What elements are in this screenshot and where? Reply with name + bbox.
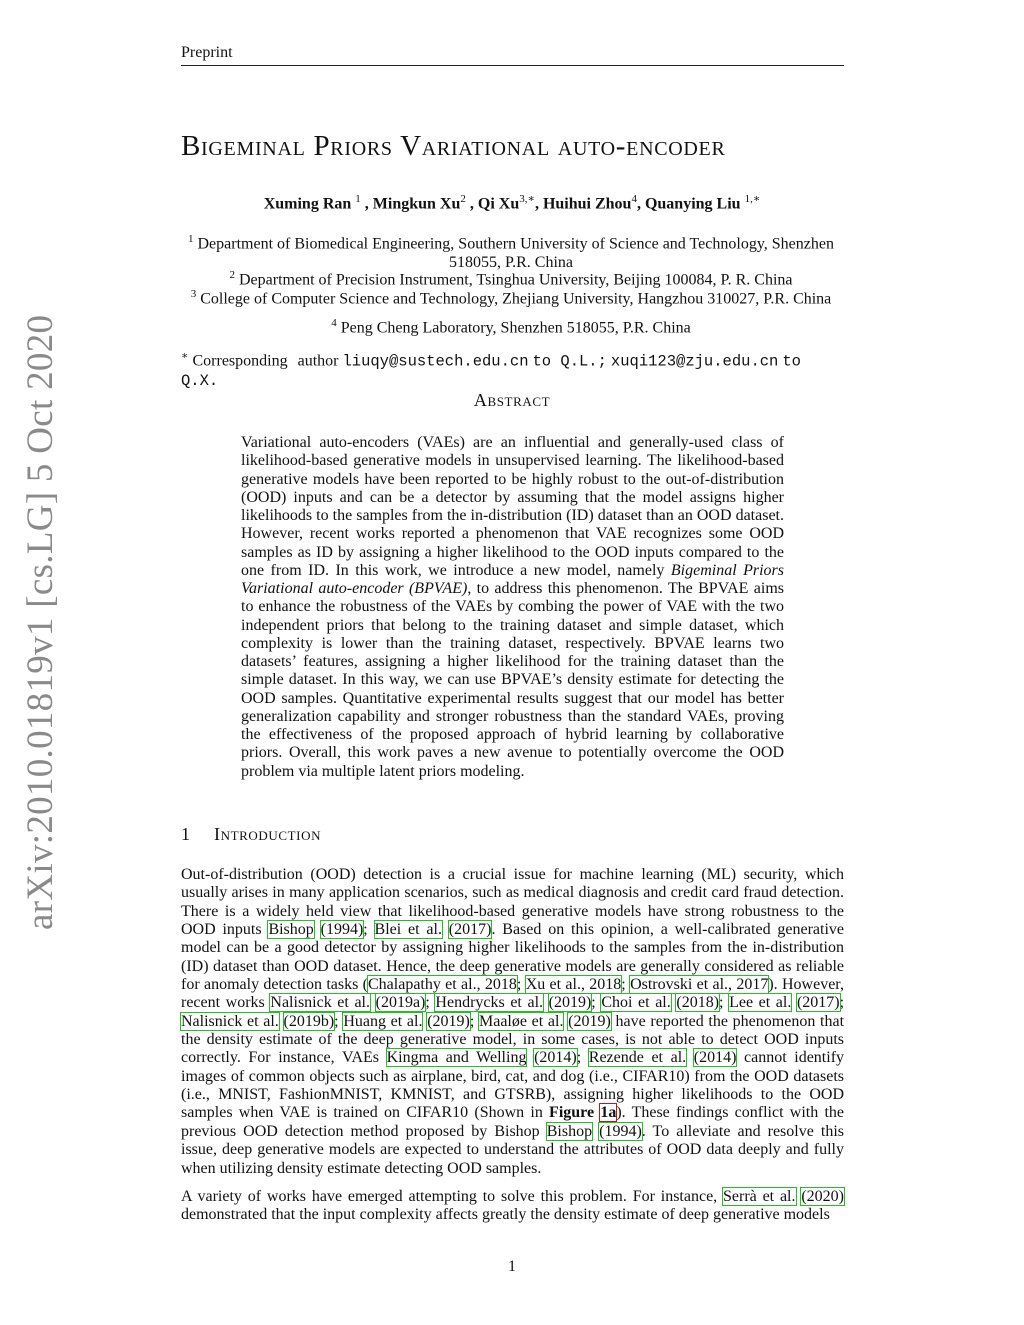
section-title: Introduction bbox=[214, 824, 322, 844]
figure-label: Figure bbox=[549, 1104, 595, 1122]
citation-year-link[interactable]: (2019a) bbox=[375, 994, 426, 1012]
text-run: demonstrated that the input complexity affects greatly the density estimate of deep generative models bbox=[181, 1206, 830, 1224]
arxiv-stamp: arXiv:2010.01819v1 [cs.LG] 5 Oct 2020 bbox=[20, 314, 61, 930]
citation-year-link[interactable]: (2014) bbox=[693, 1049, 737, 1067]
affiliation-mark: 4 bbox=[331, 317, 337, 329]
text-run: . Based on this opinion, a well-calibrated generative model can be a good detector by assigning higher likelihoods to the samples from the in-distribution (ID) dataset than OOD dataset. Hence, the deep generative models are generally considered as reliable for anomaly detection tasks ( bbox=[181, 921, 845, 994]
citation-link[interactable]: Xu et al., 2018 bbox=[525, 976, 622, 994]
citation-year-link[interactable]: (2017) bbox=[448, 921, 492, 939]
corresponding-symbol: ∗ bbox=[181, 350, 189, 362]
text-run: ; bbox=[576, 1049, 589, 1067]
citation-year-link[interactable]: (2019) bbox=[427, 1012, 470, 1030]
text-run: have reported the phenomenon that the density estimate of the deep generative model, in some cases, is not able to detect OOD inputs correctly. For instance, VAEs bbox=[181, 1012, 845, 1067]
citation-link[interactable]: Bishop bbox=[546, 1122, 593, 1140]
email-recipient: to Q.L.; bbox=[532, 352, 607, 371]
section-heading bbox=[181, 824, 321, 845]
page-number: 1 bbox=[508, 1258, 516, 1275]
citation-link[interactable]: Lee et al. bbox=[729, 994, 792, 1012]
text-run: ; bbox=[591, 994, 602, 1012]
affiliation-text: College of Computer Science and Technology, Zhejiang University, Hangzhou 310027, P.R. China bbox=[200, 290, 832, 308]
text-run: Out-of-distribution (OOD) detection is a crucial issue for machine learning (ML) security, which usually arises in many application scenarios, such as medical diagnosis and credit card fraud detection. There is a widely held view that likelihood-based generative models have strong robustness to the OOD inputs bbox=[181, 866, 844, 939]
text-run: ; bbox=[363, 921, 375, 939]
citation-link[interactable]: Huang et al. bbox=[343, 1012, 423, 1030]
introduction-body bbox=[181, 866, 844, 1235]
text-run: A variety of works have emerged attempting to solve this problem. For instance, bbox=[181, 1187, 723, 1205]
paragraph bbox=[181, 866, 844, 1178]
email-recipient: to Q.X. bbox=[181, 352, 801, 391]
affiliation-3 bbox=[178, 285, 844, 308]
citation-link[interactable]: Bishop bbox=[268, 921, 314, 939]
citation-year-link[interactable]: (2019b) bbox=[283, 1012, 335, 1030]
citation-year-link[interactable]: (2014) bbox=[534, 1049, 577, 1067]
text-run: cannot identify images of common objects such as airplane, bird, cat, and dog (i.e., CIFAR10) from the OOD datasets (i.e., MNIST, FashionMNIST, KMNIST, and GTSRB), assigning higher likelihoods to the OOD samples when VAE is trained on CIFAR10 (Shown in bbox=[181, 1049, 845, 1122]
citation-link[interactable]: Kingma and Welling bbox=[386, 1049, 527, 1067]
citation-year-link[interactable]: (2017) bbox=[796, 994, 840, 1012]
citation-year-link[interactable]: (2020) bbox=[801, 1187, 844, 1205]
author-affil-mark: 2 bbox=[460, 193, 466, 205]
author-affil-mark: 1,∗ bbox=[744, 193, 761, 205]
model-name: Bigeminal Priors Variational auto-encoder (BPVAE) bbox=[241, 561, 784, 597]
text-run: ; bbox=[516, 976, 526, 994]
citation-link[interactable]: Rezende et al. bbox=[588, 1049, 687, 1067]
text-run: ; bbox=[469, 1012, 479, 1030]
paragraph bbox=[181, 1188, 844, 1225]
citation-year-link[interactable]: (2019) bbox=[568, 1012, 611, 1030]
text-run: ). However, recent works bbox=[181, 976, 844, 1012]
author-name: Xuming Ran bbox=[263, 195, 352, 213]
author-affil-mark: 4 bbox=[631, 193, 637, 205]
paper-title: Bigeminal Priors Variational auto-encoder bbox=[181, 130, 726, 162]
corresponding-label: Corresponding author bbox=[192, 352, 339, 370]
citation-year-link[interactable]: (1994) bbox=[599, 1122, 642, 1140]
abstract-text bbox=[241, 434, 784, 781]
author-name: Huihui Zhou bbox=[542, 195, 632, 213]
citation-year-link[interactable]: (1994) bbox=[320, 921, 364, 939]
citation-year-link[interactable]: (2018) bbox=[676, 994, 720, 1012]
text-run: ; bbox=[425, 994, 436, 1012]
author-affil-mark: 1 bbox=[355, 193, 361, 205]
author-list: Xuming Ran $^1$ , Mingkun Xu$^2$ , Qi $Xu^{3,∗}$, Huihui Zhou$^4$, Quanying Liu $^{1,∗}$ bbox=[263, 193, 761, 213]
section-number: 1 bbox=[181, 824, 191, 844]
affiliation-text: Department of Biomedical Engineering, Southern University of Science and Technology, Shenzhen 518055, P.R. China bbox=[197, 235, 834, 272]
text-run: ; bbox=[621, 976, 631, 994]
figure-ref-link[interactable]: 1a bbox=[600, 1104, 617, 1122]
author-name: Qi Xu bbox=[477, 195, 520, 213]
citation-link[interactable]: Maaløe et al. bbox=[479, 1012, 564, 1030]
abstract-heading: Abstract bbox=[473, 390, 551, 410]
text-run: ; bbox=[719, 994, 730, 1012]
citation-link[interactable]: Ostrovski et al., 2017 bbox=[630, 976, 769, 994]
email-link[interactable]: xuqi123@zju.edu.cn bbox=[610, 352, 779, 371]
citation-link[interactable]: Hendrycks et al. bbox=[435, 994, 544, 1012]
abstract-part: , to address this phenomenon. The BPVAE aims to enhance the robustness of the VAEs by combing the power of VAE with the two independent priors that belong to the training dataset and simple dataset, which complexity is lower than the training dataset, respectively. BPVAE learns two datasets’ features, assigning a higher likelihood for the training dataset than the simple dataset. In this way, we can use BPVAE’s density estimate for detecting the OOD samples. Quantitative experimental results suggest that our model has better generalization capability and stronger robustness than the standard VAEs, proving the effectiveness of the proposed approach of hybrid learning by collaborative priors. Overall, this work paves a new avenue to potentially overcome the OOD problem via multiple latent priors modeling. bbox=[241, 580, 784, 780]
citation-year-link[interactable]: (2019) bbox=[548, 994, 592, 1012]
affiliation-mark: 2 bbox=[229, 269, 235, 281]
text-run: ; bbox=[334, 1012, 344, 1030]
header-rule bbox=[181, 65, 844, 66]
author-name: Mingkun Xu bbox=[372, 195, 461, 213]
citation-link[interactable]: Chalapathy et al., 2018 bbox=[368, 976, 517, 994]
text-run: ; bbox=[839, 994, 845, 1012]
text-run: ). These findings conflict with the previous OOD detection method proposed by Bishop bbox=[181, 1104, 845, 1140]
author-affil-mark: 3,∗ bbox=[519, 193, 535, 205]
citation-link[interactable]: Serrà et al. bbox=[723, 1187, 796, 1205]
affiliation-mark: 3 bbox=[190, 288, 197, 300]
affiliation-text: Peng Cheng Laboratory, Shenzhen 518055, P.R. China bbox=[340, 319, 691, 337]
citation-link[interactable]: Choi et al. bbox=[601, 994, 671, 1012]
author-name: Quanying Liu bbox=[644, 195, 741, 213]
citation-link[interactable]: Nalisnick et al. bbox=[270, 994, 370, 1012]
affiliation-4 bbox=[178, 314, 844, 337]
citation-link[interactable]: Blei et al. bbox=[374, 921, 442, 939]
affiliation-mark: 1 bbox=[188, 233, 194, 245]
running-header: Preprint bbox=[181, 44, 233, 61]
corresponding-author-note bbox=[181, 346, 843, 391]
abstract-part: Variational auto-encoders (VAEs) are an influential and generally-used class of likelihood-based generative models in unsupervised learning. The likelihood-based generative models have been reported to be highly robust to the out-of-distribution (OOD) inputs and can be a detector by assuming that the model assigns higher likelihoods to the samples from the in-distribution (ID) dataset than an OOD dataset. However, recent works reported a phenomenon that VAE recognizes some OOD samples as ID by assigning a higher likelihood to the OOD inputs compared to the one from ID. In this work, we introduce a new model, namely bbox=[241, 434, 784, 579]
affiliation-text: Department of Precision Instrument, Tsinghua University, Beijing 100084, P. R. China bbox=[239, 271, 793, 289]
citation-link[interactable]: Nalisnick et al. bbox=[181, 1012, 279, 1030]
text-run: . To alleviate and resolve this issue, deep generative models are expected to understand the attributes of OOD data deeply and fully when utilizing density estimate detecting OOD samples. bbox=[181, 1122, 844, 1177]
email-link[interactable]: liuqy@sustech.edu.cn bbox=[342, 352, 529, 371]
